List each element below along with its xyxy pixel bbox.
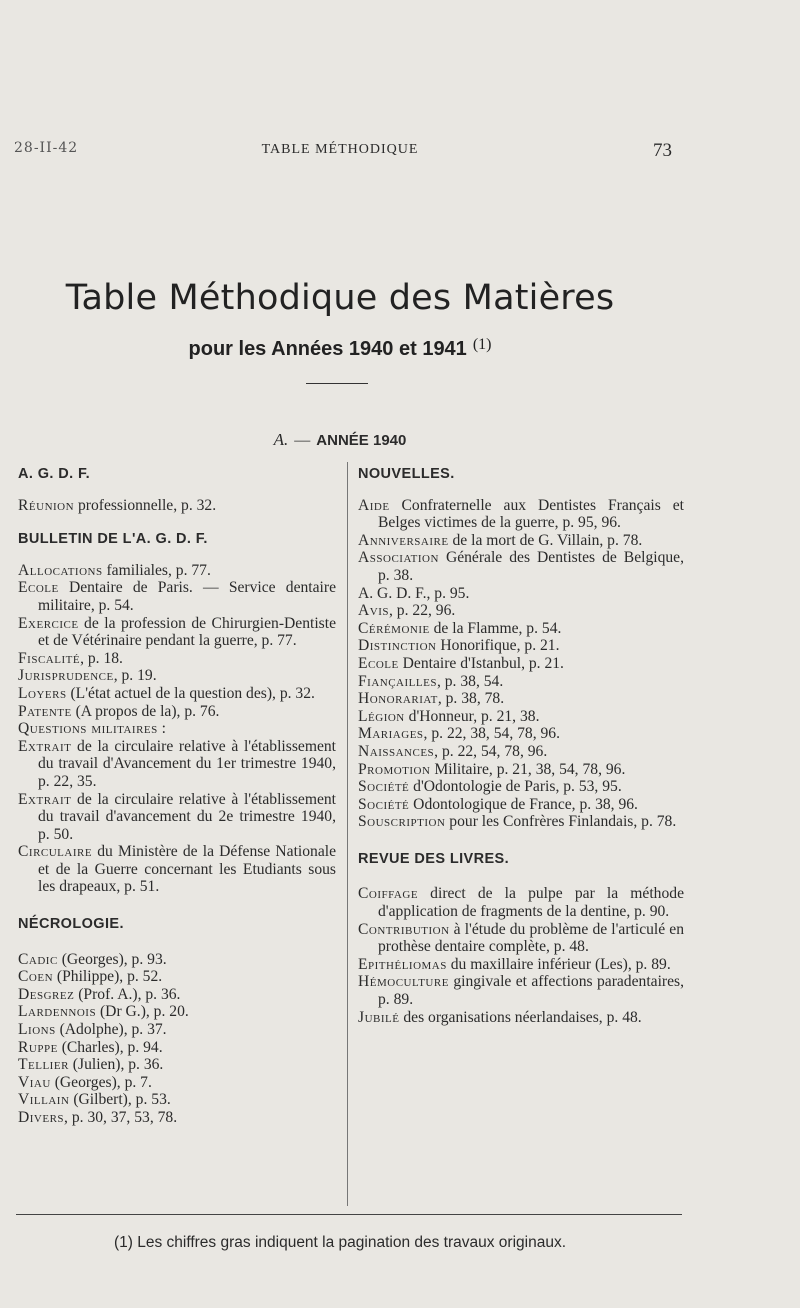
entry-text: (Philippe), p. 52. xyxy=(53,968,163,986)
entry-text: (L'état actuel de la question des), p. 32. xyxy=(66,684,315,702)
index-entry xyxy=(358,549,684,584)
entry-text: (Georges), p. 93. xyxy=(57,950,167,968)
subtitle-footnote-mark: (1) xyxy=(472,336,492,353)
entry-keyword: Réunion xyxy=(18,496,75,514)
entry-text: d'Honneur, p. 21, 38. xyxy=(404,707,540,725)
entry-text: de la Flamme, p. 54. xyxy=(429,619,562,637)
entry-text: du Ministère de la Défense Nationale et de la Guerre concernant les Etudiants sous les drapeaux, p. 51. xyxy=(38,843,336,896)
index-entry xyxy=(18,1074,336,1092)
entry-keyword: Jurisprudence xyxy=(18,667,114,685)
section-dash: — xyxy=(294,432,311,449)
date-mark: 28-II-42 xyxy=(14,140,79,156)
index-entry xyxy=(358,725,684,743)
section-letter: A. xyxy=(273,430,289,449)
agdf-entries xyxy=(18,497,336,515)
index-entry xyxy=(18,951,336,969)
index-entry xyxy=(358,778,684,796)
index-entry xyxy=(358,956,684,974)
index-entry xyxy=(358,973,684,1008)
entry-text: direct de la pulpe par la méthode d'application de fragments de la dentine, p. 90. xyxy=(378,885,684,921)
entry-text: , p. 30, 37, 53, 78. xyxy=(64,1109,178,1126)
index-entry xyxy=(358,637,684,655)
entry-text: Militaire, p. 21, 38, 54, 78, 96. xyxy=(430,760,626,778)
index-entry xyxy=(358,673,684,691)
necrologie-entries xyxy=(18,951,336,1127)
index-entry xyxy=(358,690,684,708)
entry-text: , p. 22, 54, 78, 96. xyxy=(434,742,548,760)
subtitle-text: pour les Années 1940 et 1941 xyxy=(188,338,467,360)
entry-keyword: Loyers xyxy=(18,684,67,702)
entry-text: , p. 38, 78. xyxy=(437,690,505,708)
entry-text: , p. 22, 96. xyxy=(389,602,456,620)
page-subtitle xyxy=(0,336,680,361)
entry-text: , p. 38, 54. xyxy=(436,672,504,690)
entry-keyword: Divers xyxy=(18,1109,65,1126)
entry-text: A. G. D. F., p. 95. xyxy=(358,584,470,602)
entry-text: Générale des Dentistes de Belgique, p. 38. xyxy=(378,549,684,584)
entry-keyword: Exercice xyxy=(18,614,79,632)
entry-keyword: Avis xyxy=(358,602,389,620)
index-entry xyxy=(358,585,684,603)
heading-agdf: A. G. D. F. xyxy=(18,466,91,482)
entry-text: (Adolphe), p. 37. xyxy=(55,1021,167,1039)
index-entry xyxy=(18,579,336,614)
section-label: ANNÉE 1940 xyxy=(316,432,407,449)
entry-keyword: Ecole xyxy=(358,654,399,672)
heading-necrologie: NÉCROLOGIE. xyxy=(18,916,124,933)
entry-text: (A propos de la), p. 76. xyxy=(71,702,220,720)
entry-keyword: Aide xyxy=(358,496,390,514)
index-entry xyxy=(358,743,684,761)
entry-keyword: Honorariat xyxy=(358,690,438,708)
index-entry xyxy=(18,497,336,515)
entry-keyword: Allocations xyxy=(18,561,103,579)
entry-text: gingivale et affections paradentaires, p. 89. xyxy=(378,973,684,1009)
entry-keyword: Naissances xyxy=(358,742,435,760)
page-title: Table Méthodique des Matières xyxy=(65,278,615,318)
entry-text: de la circulaire relative à l'établissement du travail d'Avancement du 1er trimestre 1940, p. 22, 35. xyxy=(38,737,336,790)
entry-keyword: Ecole xyxy=(18,579,59,597)
index-entry xyxy=(18,615,336,650)
entry-keyword: Anniversaire xyxy=(358,531,449,549)
entry-text: des organisations néerlandaises, p. 48. xyxy=(399,1008,642,1026)
index-entry xyxy=(358,813,684,831)
entry-text: (Georges), p. 7. xyxy=(50,1073,152,1091)
entry-text: de la mort de G. Villain, p. 78. xyxy=(448,531,643,549)
running-title: TABLE MÉTHODIQUE xyxy=(261,142,419,157)
revue-entries xyxy=(358,885,684,1026)
entry-text: Dentaire de Paris. — Service dentaire militaire, p. 54. xyxy=(38,579,336,614)
entry-keyword: Mariages xyxy=(358,725,424,743)
index-entry xyxy=(18,738,336,791)
index-entry xyxy=(358,532,684,550)
entry-text: , p. 22, 38, 54, 78, 96. xyxy=(423,725,560,743)
section-heading xyxy=(0,430,680,450)
index-entry xyxy=(358,708,684,726)
index-entry xyxy=(358,620,684,638)
index-entry xyxy=(18,1091,336,1109)
entry-keyword: Jubilé xyxy=(358,1008,400,1026)
index-entry xyxy=(358,921,684,956)
entry-text: de la circulaire relative à l'établissement du travail d'avancement du 2e trimestre 1940, p. 50. xyxy=(38,790,336,843)
entry-text: , p. 19. xyxy=(113,667,157,685)
entry-keyword: Coen xyxy=(18,968,54,986)
index-entry xyxy=(18,667,336,685)
index-entry xyxy=(18,1109,336,1127)
index-entry xyxy=(358,602,684,620)
entry-text: , p. 18. xyxy=(80,649,123,667)
entry-keyword: Desgrez xyxy=(18,985,75,1003)
heading-nouvelles: NOUVELLES. xyxy=(358,466,455,482)
index-entry xyxy=(18,843,336,896)
entry-keyword: Villain xyxy=(18,1091,70,1109)
entry-keyword: Cadic xyxy=(18,950,58,968)
entry-keyword: Fiançailles xyxy=(358,672,437,690)
entry-text: familiales, p. 77. xyxy=(102,561,211,579)
index-entry xyxy=(18,986,336,1004)
heading-bulletin: BULLETIN DE L'A. G. D. F. xyxy=(18,531,208,548)
entry-keyword: Fiscalité xyxy=(18,649,81,667)
index-entry xyxy=(18,1056,336,1074)
entry-keyword: Hémoculture xyxy=(358,973,449,991)
footnote-rule xyxy=(16,1214,682,1215)
heading-revue: REVUE DES LIVRES. xyxy=(358,850,510,867)
entry-keyword: Viau xyxy=(18,1073,51,1091)
nouvelles-entries xyxy=(358,497,684,831)
index-entry xyxy=(358,796,684,814)
entry-keyword: Société xyxy=(358,795,410,813)
index-entry xyxy=(358,1009,684,1027)
index-entry xyxy=(358,885,684,920)
index-entry xyxy=(358,655,684,673)
entry-keyword: Souscription xyxy=(358,813,446,831)
entry-text: Confraternelle aux Dentistes Français et Belges victimes de la guerre, p. 95, 96. xyxy=(378,496,684,532)
entry-text: (Julien), p. 36. xyxy=(68,1056,164,1074)
entry-keyword: Epithéliomas xyxy=(358,955,447,973)
index-entry xyxy=(358,497,684,532)
entry-text: (Gilbert), p. 53. xyxy=(69,1091,171,1109)
entry-text: : xyxy=(157,720,167,738)
entry-text: pour les Confrères Finlandais, p. 78. xyxy=(445,813,677,831)
index-entry xyxy=(18,562,336,580)
index-entry xyxy=(18,720,336,738)
entry-keyword: Ruppe xyxy=(18,1038,58,1056)
entry-keyword: Extrait xyxy=(18,790,72,808)
entry-keyword: Extrait xyxy=(18,737,72,755)
entry-text: professionnelle, p. 32. xyxy=(74,496,217,514)
entry-keyword: Cérémonie xyxy=(358,619,430,637)
index-entry xyxy=(18,791,336,844)
column-divider xyxy=(347,462,348,1206)
title-divider xyxy=(306,383,368,384)
entry-text: Dentaire d'Istanbul, p. 21. xyxy=(398,654,564,672)
index-entry xyxy=(18,650,336,668)
footnote: (1) Les chiffres gras indiquent la pagination des travaux originaux. xyxy=(113,1234,567,1251)
entry-text: (Prof. A.), p. 36. xyxy=(74,985,181,1003)
entry-keyword: Distinction xyxy=(358,637,437,655)
entry-keyword: Société xyxy=(358,778,410,796)
entry-keyword: Circulaire xyxy=(18,843,93,861)
entry-keyword: Contribution xyxy=(358,920,450,938)
index-entry xyxy=(18,1003,336,1021)
index-entry xyxy=(18,1039,336,1057)
bulletin-entries xyxy=(18,562,336,896)
entry-keyword: Lardennois xyxy=(18,1003,97,1021)
page-number: 73 xyxy=(653,140,672,161)
index-entry xyxy=(18,968,336,986)
entry-keyword: Coiffage xyxy=(358,885,419,903)
entry-text: de la profession de Chirurgien-Dentiste et de Vétérinaire pendant la guerre, p. 77. xyxy=(38,614,336,650)
index-entry xyxy=(18,685,336,703)
index-entry xyxy=(18,1021,336,1039)
entry-keyword: Association xyxy=(358,549,439,567)
entry-keyword: Questions militaires xyxy=(18,720,158,738)
index-entry xyxy=(18,703,336,721)
entry-keyword: Promotion xyxy=(358,760,431,778)
entry-keyword: Patente xyxy=(18,702,72,720)
entry-keyword: Lions xyxy=(18,1021,56,1039)
entry-keyword: Tellier xyxy=(18,1056,69,1074)
entry-text: d'Odontologie de Paris, p. 53, 95. xyxy=(409,778,622,796)
right-column xyxy=(358,466,684,1026)
entry-text: (Dr G.), p. 20. xyxy=(96,1003,189,1021)
entry-text: Honorifique, p. 21. xyxy=(436,637,560,655)
entry-keyword: Légion xyxy=(358,707,405,725)
entry-text: à l'étude du problème de l'articulé en prothèse dentaire complète, p. 48. xyxy=(378,920,684,956)
left-column xyxy=(18,466,336,1127)
entry-text: Odontologique de France, p. 38, 96. xyxy=(409,795,638,813)
entry-text: du maxillaire inférieur (Les), p. 89. xyxy=(446,955,671,973)
entry-text: (Charles), p. 94. xyxy=(57,1038,163,1056)
index-entry xyxy=(358,761,684,779)
running-head xyxy=(0,140,800,162)
